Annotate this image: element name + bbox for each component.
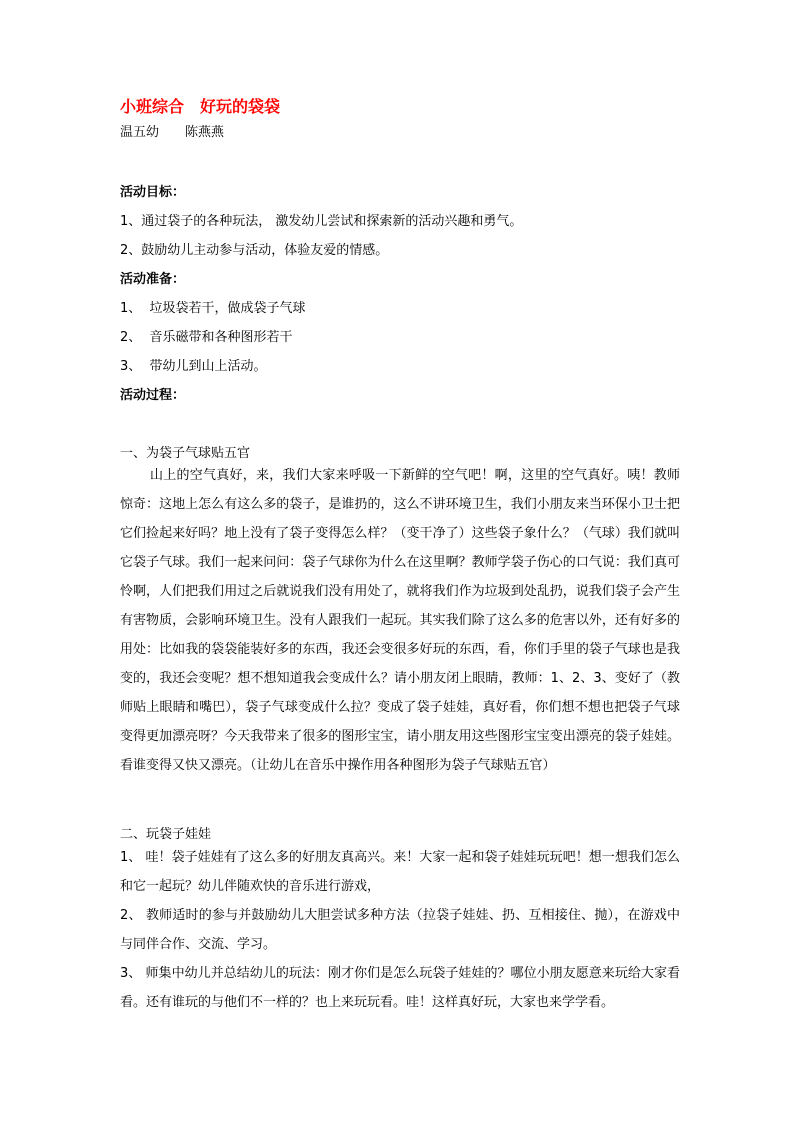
section-list-item: 2、 教师适时的参与并鼓励幼儿大胆尝试多种方法（拉袋子娃娃、扔、互相接住、抛），在游戏中与同伴合作、交流、学习。 bbox=[120, 908, 680, 952]
goals-heading: 活动目标： bbox=[120, 185, 186, 200]
section-paragraph: 山上的空气真好，来，我们大家来呼吸一下新鲜的空气吧！啊，这里的空气真好。咦！教师惊奇：这地上怎么有这么多的袋子，是谁扔的，这么不讲环境卫生，我们小朋友来当环保小卫士把它们捡起来好吗？地上没有了袋子变得怎么样？（变干净了）这些袋子象什么？（气球）我们就叫它袋子气球。我们一起来问问：袋子气球你为什么在这里啊？教师学袋子伤心的口气说：我们真可怜啊，人们把我们用过之后就说我们没有用处了，就将我们作为垃圾到处乱扔，说我们袋子会产生有害物质，会影响环境卫生。没有人跟我们一起玩。其实我们除了这么多的危害以外，还有好多的用处：比如我的袋袋能装好多的东西，我还会变很多好玩的东西，看，你们手里的袋子气球也是我变的，我还会变呢？想不想知道我会变成什么？请小朋友闭上眼睛，教师：1、2、3、变好了（教师贴上眼睛和嘴巴），袋子气球变成什么拉？变成了袋子娃娃，真好看，你们想不想也把袋子气球变得更加漂亮呀？今天我带来了很多的图形宝宝，请小朋友用这些图形宝宝变出漂亮的袋子娃娃。看谁变得又快又漂亮。（让幼儿在音乐中操作用各种图形为袋子气球贴五官） bbox=[120, 468, 680, 773]
document-title: 小班综合 好玩的袋袋 bbox=[120, 97, 281, 116]
section-list-item: 1、 哇！袋子娃娃有了这么多的好朋友真高兴。来！大家一起和袋子娃娃玩玩吧！想一想我们怎么和它一起玩？幼儿伴随欢快的音乐进行游戏， bbox=[120, 850, 680, 894]
preparation-item: 3、 带幼儿到山上活动。 bbox=[120, 359, 267, 374]
section-list-item: 3、 师集中幼儿并总结幼儿的玩法：刚才你们是怎么玩袋子娃娃的？哪位小朋友愿意来玩给大家看看。还有谁玩的与他们不一样的？也上来玩玩看。哇！这样真好玩，大家也来学学看。 bbox=[120, 966, 680, 1010]
section-heading: 二、玩袋子娃娃 bbox=[120, 827, 212, 842]
preparation-item: 2、 音乐磁带和各种图形若干 bbox=[120, 330, 293, 345]
goal-item: 2、鼓励幼儿主动参与活动，体验友爱的情感。 bbox=[120, 243, 389, 258]
section-heading: 一、为袋子气球贴五官 bbox=[120, 446, 251, 461]
goal-item: 1、通过袋子的各种玩法， 激发幼儿尝试和探索新的活动兴趣和勇气。 bbox=[120, 214, 523, 229]
author-line: 温五幼 陈燕燕 bbox=[120, 125, 225, 140]
process-heading: 活动过程： bbox=[120, 388, 186, 403]
preparation-heading: 活动准备： bbox=[120, 272, 186, 287]
preparation-item: 1、 垃圾袋若干，做成袋子气球 bbox=[120, 301, 306, 316]
